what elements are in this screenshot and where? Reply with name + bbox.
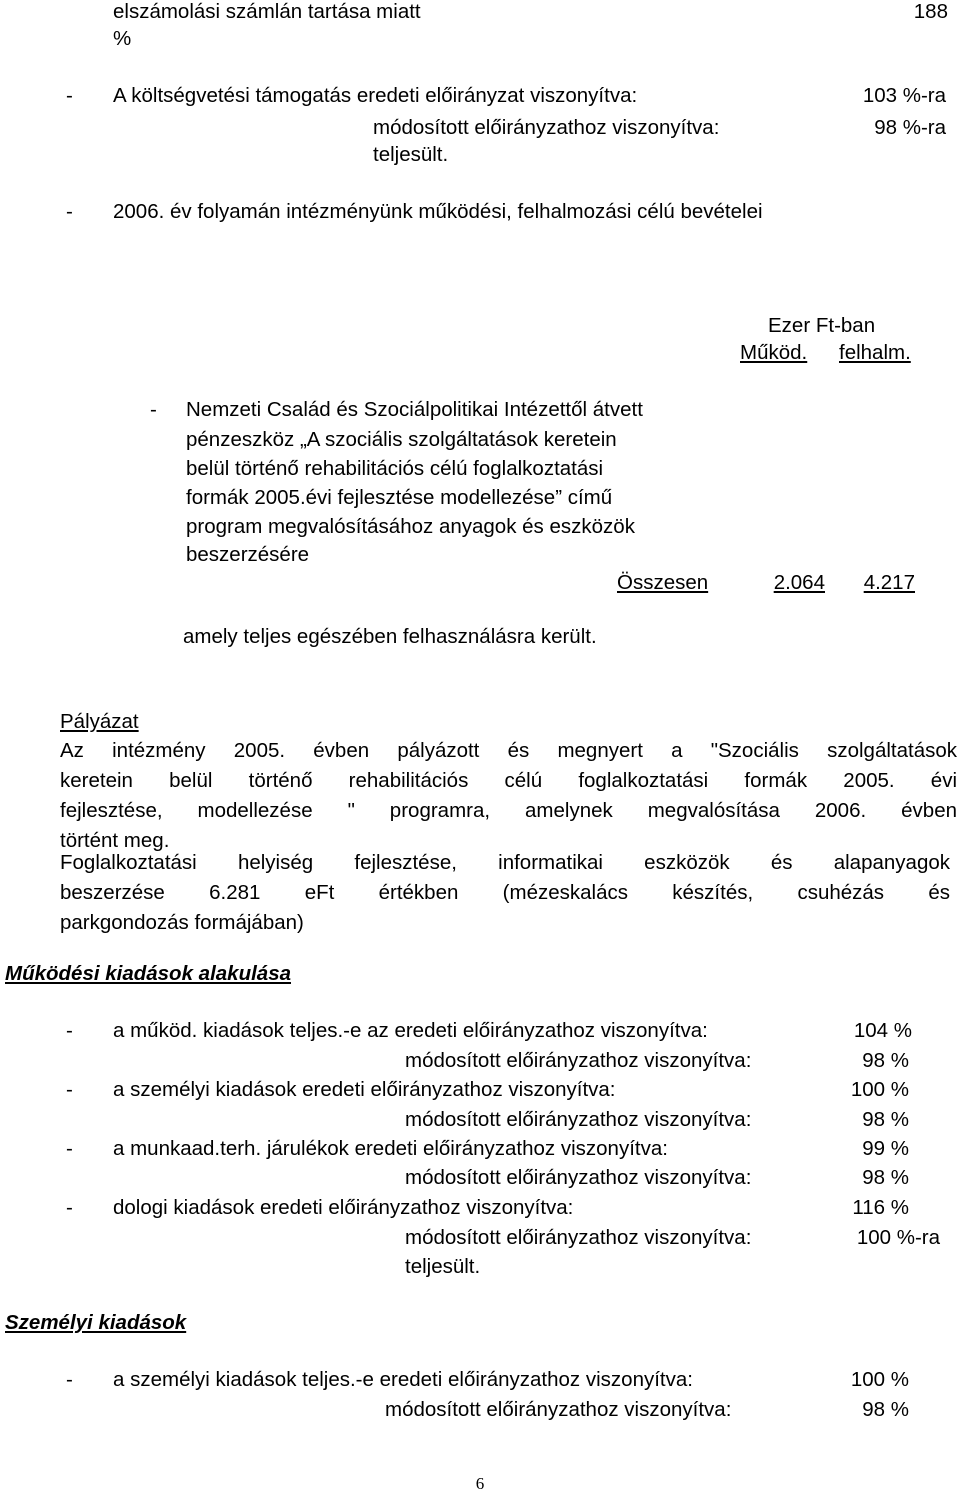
budget-support-line-3: teljesült. (373, 143, 449, 166)
op-item-3-line-2: módosított előirányzathoz viszonyítva: (405, 1166, 752, 1189)
op-item-1-line-1: a működ. kiadások teljes.-e az eredeti előirányzathoz viszonyítva: (113, 1019, 708, 1042)
units-column-mukod: Működ. (740, 341, 808, 364)
operating-expenses-heading: Működési kiadások alakulása (5, 962, 291, 985)
personal-value-2: 98 % (862, 1398, 909, 1421)
budget-support-line-1: A költségvetési támogatás eredeti előirányzat viszonyítva: (113, 84, 638, 107)
op-item-3-value-2: 98 % (862, 1166, 909, 1189)
paragraph-line: parkgondozás formájában) (60, 911, 304, 934)
units-column-felhalm: felhalm. (839, 341, 911, 364)
op-item-2-line-2: módosított előirányzathoz viszonyítva: (405, 1108, 752, 1131)
op-item-3-line-1: a munkaad.terh. járulékok eredeti előirányzathoz viszonyítva: (113, 1137, 668, 1160)
grant-total-mukod: 2.064 (773, 571, 825, 594)
op-item-4-value-1: 116 % (852, 1196, 909, 1219)
palyazat-paragraph-2 (60, 848, 950, 938)
page-number: 6 (475, 1474, 485, 1493)
op-item-2-value-1: 100 % (850, 1078, 909, 1101)
grant-line-6: beszerzésére (186, 543, 310, 566)
paragraph-line: Az intézmény 2005. évben pályázott és megnyert a "Szociális szolgáltatások (60, 739, 957, 762)
grant-used-note: amely teljes egészében felhasználásra került. (183, 625, 597, 648)
bullet-dash: - (66, 1196, 73, 1219)
grant-total-felhalm: 4.217 (863, 571, 915, 594)
op-item-3-value-1: 99 % (862, 1137, 909, 1160)
bullet-dash: - (66, 84, 73, 107)
top-line-2: % (113, 27, 132, 50)
grant-total-label: Összesen (617, 571, 709, 594)
op-item-1-value-1: 104 % (853, 1019, 912, 1042)
personal-line-1: a személyi kiadások teljes.-e eredeti előirányzathoz viszonyítva: (113, 1368, 693, 1391)
bullet-dash: - (66, 1078, 73, 1101)
budget-support-line-2: módosított előirányzathoz viszonyítva: (373, 116, 720, 139)
op-item-1-line-2: módosított előirányzathoz viszonyítva: (405, 1049, 752, 1072)
grant-line-1: Nemzeti Család és Szociálpolitikai Intézettől átvett (186, 398, 643, 421)
grant-line-3: belül történő rehabilitációs célú foglalkoztatási (186, 457, 604, 480)
paragraph-line: beszerzése 6.281 eFt értékben (mézeskalács készítés, csuhézás és (60, 881, 950, 904)
palyazat-paragraph-1 (60, 736, 957, 856)
budget-support-value-2: 98 %-ra (874, 116, 946, 139)
bullet-dash: - (66, 200, 73, 223)
bullet-dash: - (66, 1137, 73, 1160)
personal-line-2: módosított előirányzathoz viszonyítva: (385, 1398, 732, 1421)
personal-value-1: 100 % (850, 1368, 909, 1391)
paragraph-line: fejlesztése, modellezése " programra, amelynek megvalósítása 2006. évben (60, 799, 957, 822)
op-item-1-value-2: 98 % (862, 1049, 909, 1072)
op-item-4-line-3: teljesült. (405, 1255, 481, 1278)
op-item-2-value-2: 98 % (862, 1108, 909, 1131)
paragraph-line: történt meg. (60, 829, 170, 852)
bullet-dash: - (66, 1019, 73, 1042)
bullet-dash: - (150, 398, 157, 421)
grant-line-4: formák 2005.évi fejlesztése modellezése” című (186, 486, 613, 509)
bullet-dash: - (66, 1368, 73, 1391)
top-value: 188 (913, 0, 948, 23)
revenues-line: 2006. év folyamán intézményünk működési, felhalmozási célú bevételei (113, 200, 763, 223)
grant-line-2: pénzeszköz „A szociális szolgáltatások keretein (186, 428, 617, 451)
units-label: Ezer Ft-ban (768, 314, 876, 337)
op-item-2-line-1: a személyi kiadások eredeti előirányzathoz viszonyítva: (113, 1078, 616, 1101)
op-item-4-line-2: módosított előirányzathoz viszonyítva: (405, 1226, 752, 1249)
grant-line-5: program megvalósításához anyagok és eszközök (186, 515, 635, 538)
top-line-1: elszámolási számlán tartása miatt (113, 0, 421, 23)
paragraph-line: keretein belül történő rehabilitációs célú foglalkoztatási formák 2005. évi (60, 769, 957, 792)
op-item-4-line-1: dologi kiadások eredeti előirányzathoz viszonyítva: (113, 1196, 574, 1219)
personal-expenses-heading: Személyi kiadások (5, 1311, 187, 1334)
paragraph-line: Foglalkoztatási helyiség fejlesztése, informatikai eszközök és alapanyagok (60, 851, 950, 874)
op-item-4-value-2: 100 %-ra (856, 1226, 940, 1249)
palyazat-heading: Pályázat (60, 710, 139, 733)
budget-support-value-1: 103 %-ra (862, 84, 946, 107)
